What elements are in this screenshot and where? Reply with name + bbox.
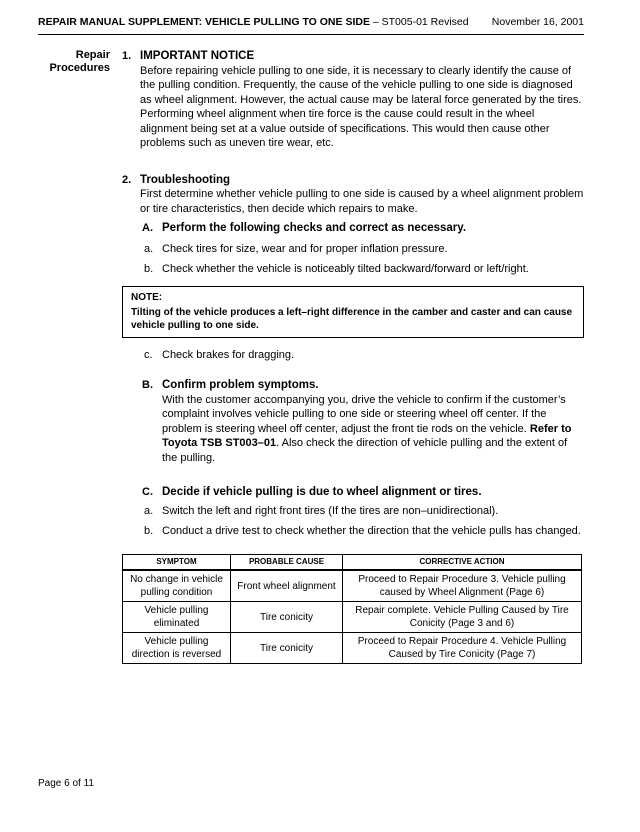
table-cell: Repair complete. Vehicle Pulling Caused by Tire Conicity (Page 3 and 6) bbox=[343, 602, 582, 633]
table-row bbox=[123, 570, 582, 602]
subsection-title: Decide if vehicle pulling is due to wheel alignment or tires. bbox=[162, 486, 482, 498]
symptom-table bbox=[122, 554, 582, 665]
header-doc-id: ST005-01 Revised bbox=[381, 16, 469, 28]
item-letter: c. bbox=[144, 348, 153, 361]
page-header bbox=[38, 12, 584, 32]
column-header-corrective-action: CORRECTIVE ACTION bbox=[343, 554, 582, 570]
section-troubleshooting bbox=[122, 173, 584, 217]
header-separator: – bbox=[369, 16, 382, 28]
header-title: REPAIR MANUAL SUPPLEMENT: VEHICLE PULLING TO ONE SIDE bbox=[38, 16, 370, 28]
subsection-letter: A. bbox=[142, 222, 153, 234]
subsection-b bbox=[142, 378, 584, 465]
note-box bbox=[122, 286, 584, 338]
section-number: 1. bbox=[122, 50, 132, 62]
table-cell: Front wheel alignment bbox=[231, 570, 343, 602]
side-label bbox=[40, 49, 110, 75]
table-row bbox=[123, 633, 582, 664]
page-number: Page 6 of 11 bbox=[38, 778, 94, 789]
subsection-title: Perform the following checks and correct as necessary. bbox=[162, 222, 467, 234]
column-header-probable-cause: PROBABLE CAUSE bbox=[231, 554, 343, 570]
side-label-line-2: Procedures bbox=[49, 62, 110, 74]
body-text: With the customer accompanying you, drive the vehicle to confirm if the customer’s complaint involves vehicle pulling to one side or steering wheel off center. If the problem is steering wheel off center, adjust the front tie rods on the vehicle. bbox=[162, 393, 566, 435]
table-cell: Proceed to Repair Procedure 3. Vehicle pulling caused by Wheel Alignment (Page 6) bbox=[343, 570, 582, 602]
side-label-line-1: Repair bbox=[75, 49, 110, 61]
item-letter: b. bbox=[144, 525, 154, 537]
section-body: Before repairing vehicle pulling to one side, it is necessary to clearly identify the cause of the pulling condition. Frequently, the cause of the vehicle pulling to one side is diagnosed as wheel alignment. However, the actual cause may be lateral force generated by the tires. Performing wheel alignment when tire force is the cause could result in the wheel alignment being set at a value outside of specifications. This would then cause other problems such as uneven tire wear, etc. bbox=[140, 64, 582, 149]
item-letter: a. bbox=[144, 242, 154, 255]
list-item bbox=[144, 262, 584, 277]
table-cell: Proceed to Repair Procedure 4. Vehicle Pulling Caused by Tire Conicity (Page 7) bbox=[343, 633, 582, 664]
subsection-a bbox=[142, 221, 584, 236]
main-content bbox=[122, 49, 584, 664]
table-cell: Tire conicity bbox=[231, 602, 343, 633]
item-letter: a. bbox=[144, 504, 154, 517]
item-text: Check whether the vehicle is noticeably tilted backward/forward or left/right. bbox=[162, 263, 529, 275]
table-cell: Tire conicity bbox=[231, 633, 343, 664]
section-number: 2. bbox=[122, 173, 132, 186]
subsection-title: Confirm problem symptoms. bbox=[162, 379, 319, 391]
subsection-letter: C. bbox=[142, 486, 153, 498]
header-divider bbox=[38, 34, 584, 35]
table-cell: No change in vehicle pulling condition bbox=[123, 570, 231, 602]
list-item bbox=[144, 242, 584, 257]
item-letter: b. bbox=[144, 263, 154, 275]
section-body: First determine whether vehicle pulling to one side is caused by a wheel alignment problem or tire characteristics, then decide which repairs to make. bbox=[140, 188, 584, 215]
body-text: . Also check the direction of vehicle pulling and the extent of the pulling. bbox=[162, 437, 568, 464]
table-row bbox=[123, 602, 582, 633]
section-title: IMPORTANT NOTICE bbox=[140, 50, 255, 62]
note-label: NOTE: bbox=[131, 291, 163, 303]
list-item bbox=[144, 348, 584, 363]
table-cell: Vehicle pulling eliminated bbox=[123, 602, 231, 633]
table-header-row bbox=[123, 554, 582, 570]
subsection-body bbox=[162, 393, 584, 466]
tsb-reference: Refer to Toyota TSB ST003–01 bbox=[162, 422, 572, 449]
item-text: Check tires for size, wear and for proper inflation pressure. bbox=[162, 242, 448, 255]
note-text: Tilting of the vehicle produces a left–right difference in the camber and caster and can cause vehicle pulling to one side. bbox=[131, 306, 573, 331]
item-text: Switch the left and right front tires (If the tires are non–unidirectional). bbox=[162, 504, 499, 517]
subsection-c bbox=[142, 485, 584, 500]
column-header-symptom: SYMPTOM bbox=[123, 554, 231, 570]
item-text: Conduct a drive test to check whether the direction that the vehicle pulls has changed. bbox=[162, 525, 581, 537]
list-item bbox=[144, 504, 584, 519]
list-item bbox=[144, 524, 584, 539]
header-date: November 16, 2001 bbox=[491, 16, 584, 28]
section-important-notice bbox=[122, 49, 584, 151]
section-title: Troubleshooting bbox=[140, 173, 231, 186]
subsection-letter: B. bbox=[142, 379, 153, 391]
table-cell: Vehicle pulling direction is reversed bbox=[123, 633, 231, 664]
item-text: Check brakes for dragging. bbox=[162, 348, 295, 361]
